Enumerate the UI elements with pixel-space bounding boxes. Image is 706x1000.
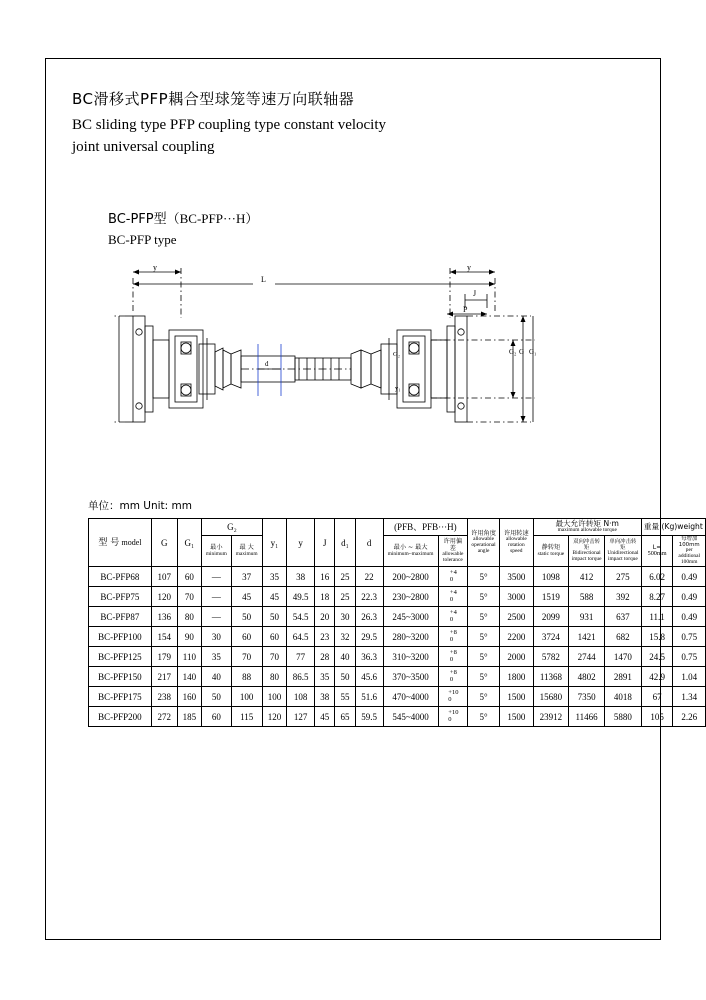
cell-d: 59.5 — [355, 707, 383, 727]
cell-angle: 5° — [468, 667, 500, 687]
cell-wadd: 0.49 — [673, 607, 706, 627]
cell-angle: 5° — [468, 587, 500, 607]
tolerance-lower: 0 — [448, 695, 452, 703]
cell-L: 230~2800 — [383, 587, 438, 607]
cell-unidir: 5880 — [605, 707, 642, 727]
cell-angle: 5° — [468, 647, 500, 667]
specification-table — [88, 518, 706, 727]
cell-G: 136 — [151, 607, 177, 627]
model-type-cn: BC-PFP型 — [108, 212, 167, 227]
cell-static: 11368 — [533, 667, 569, 687]
cell-bidir: 412 — [569, 567, 605, 587]
cell-G1: 160 — [177, 687, 201, 707]
cell-L-tolerance — [438, 607, 467, 627]
cell-d: 29.5 — [355, 627, 383, 647]
cell-d: 45.6 — [355, 667, 383, 687]
cell-G: 217 — [151, 667, 177, 687]
cell-G2max: 45 — [231, 587, 262, 607]
tolerance-lower: 0 — [449, 615, 454, 623]
cell-speed: 3500 — [499, 567, 533, 587]
label-G1-right: G₁ — [529, 348, 537, 356]
tolerance-upper: +8 — [449, 649, 457, 657]
cell-w500: 67 — [641, 687, 673, 707]
table-row — [89, 647, 706, 667]
header-y1: y₁ — [262, 519, 286, 567]
header-weight-500: L= 500mm — [641, 536, 673, 567]
model-subtitle-english: BC-PFP type — [108, 232, 177, 247]
cell-G2max: 50 — [231, 607, 262, 627]
cell-wadd: 0.75 — [673, 647, 706, 667]
cell-L-tolerance — [438, 687, 467, 707]
cell-w500: 11.1 — [641, 607, 673, 627]
cell-d1: 30 — [335, 607, 355, 627]
header-L-tolerance: 许用偏差 allowable tolerance — [438, 536, 467, 567]
label-G2-mid: G₂ — [393, 351, 400, 358]
cell-speed: 2200 — [499, 627, 533, 647]
header-J: J — [315, 519, 335, 567]
cell-G: 179 — [151, 647, 177, 667]
header-angle: 许用角度 allowable operational angle — [468, 519, 500, 567]
cell-speed: 3000 — [499, 587, 533, 607]
cell-G2max: 37 — [231, 567, 262, 587]
cell-y1: 80 — [262, 667, 286, 687]
cell-w500: 6.02 — [641, 567, 673, 587]
cell-model: BC-PFP175 — [89, 687, 152, 707]
table-row — [89, 587, 706, 607]
cell-G: 238 — [151, 687, 177, 707]
tolerance-upper: +10 — [448, 689, 459, 697]
cell-d1: 25 — [335, 567, 355, 587]
document-title — [72, 88, 632, 159]
cell-w500: 15.8 — [641, 627, 673, 647]
label-G2-right: G₂ — [509, 348, 517, 356]
title-english-line1: BC sliding type PFP coupling type constant velocity — [72, 117, 387, 133]
header-G1: G₁ — [177, 519, 201, 567]
tolerance-lower: 0 — [449, 575, 454, 583]
cell-J: 20 — [315, 607, 335, 627]
header-d: d — [355, 519, 383, 567]
cell-angle: 5° — [468, 627, 500, 647]
cell-y1: 70 — [262, 647, 286, 667]
cell-G2max: 60 — [231, 627, 262, 647]
cell-J: 28 — [315, 647, 335, 667]
cell-bidir: 588 — [569, 587, 605, 607]
tolerance-lower: 0 — [449, 595, 454, 603]
cell-L: 545~4000 — [383, 707, 438, 727]
cell-angle: 5° — [468, 567, 500, 587]
label-L: L — [261, 275, 266, 284]
tolerance-upper: +8 — [449, 629, 457, 637]
cell-y1: 100 — [262, 687, 286, 707]
cell-G2min: 60 — [202, 707, 231, 727]
header-static-torque: 静转矩 static torque — [533, 536, 569, 567]
cell-y1: 120 — [262, 707, 286, 727]
cell-static: 3724 — [533, 627, 569, 647]
cell-model: BC-PFP125 — [89, 647, 152, 667]
cell-y: 64.5 — [287, 627, 315, 647]
header-torque-group: 最大允许转矩 N·m maximum allowable torque — [533, 519, 641, 536]
label-J: J — [473, 289, 477, 298]
cell-y1: 60 — [262, 627, 286, 647]
header-L-range: 最小 ~ 最大 minimum~maximum — [383, 536, 438, 567]
cell-L-tolerance — [438, 667, 467, 687]
cell-L-tolerance — [438, 567, 467, 587]
cell-wadd: 1.34 — [673, 687, 706, 707]
cell-d1: 55 — [335, 687, 355, 707]
cell-bidir: 11466 — [569, 707, 605, 727]
header-weight-additional: 每增加 100mm per additional 100mm — [673, 536, 706, 567]
header-bidirectional-torque: 双向冲击转矩 Bidirectional impact torque — [569, 536, 605, 567]
cell-G2min: 30 — [202, 627, 231, 647]
tolerance-upper: +10 — [448, 709, 459, 717]
header-G2-min: 最小 minimum — [202, 536, 231, 567]
label-y1: y₁ — [395, 385, 401, 392]
cell-G: 272 — [151, 707, 177, 727]
cell-d: 22.3 — [355, 587, 383, 607]
table-row — [89, 707, 706, 727]
cell-y: 77 — [287, 647, 315, 667]
cell-unidir: 1470 — [605, 647, 642, 667]
cell-bidir: 7350 — [569, 687, 605, 707]
label-d: d — [265, 360, 269, 368]
cell-L-tolerance — [438, 587, 467, 607]
cell-G1: 140 — [177, 667, 201, 687]
cell-y: 86.5 — [287, 667, 315, 687]
label-y-right: y — [467, 263, 471, 272]
cell-model: BC-PFP100 — [89, 627, 152, 647]
header-G: G — [151, 519, 177, 567]
spec-table-wrapper — [88, 518, 706, 727]
model-subtitle-chinese — [108, 208, 258, 227]
cell-model: BC-PFP150 — [89, 667, 152, 687]
cell-G2min: — — [202, 607, 231, 627]
cell-L: 370~3500 — [383, 667, 438, 687]
cell-unidir: 682 — [605, 627, 642, 647]
header-d1: d₁ — [335, 519, 355, 567]
cell-y: 54.5 — [287, 607, 315, 627]
table-row — [89, 607, 706, 627]
cell-G: 120 — [151, 587, 177, 607]
cell-G2min: — — [202, 587, 231, 607]
cell-L: 200~2800 — [383, 567, 438, 587]
header-G2-group: G₂ — [202, 519, 263, 536]
title-chinese: BC滑移式PFP耦合型球笼等速万向联轴器 — [72, 90, 355, 108]
cell-L-tolerance — [438, 627, 467, 647]
cell-model: BC-PFP87 — [89, 607, 152, 627]
cell-G2max: 115 — [231, 707, 262, 727]
cell-G1: 80 — [177, 607, 201, 627]
cell-G: 154 — [151, 627, 177, 647]
cell-wadd: 2.26 — [673, 707, 706, 727]
cell-angle: 5° — [468, 607, 500, 627]
cell-J: 35 — [315, 667, 335, 687]
cell-G2max: 88 — [231, 667, 262, 687]
header-weight-group: 重量 (Kg)weight — [641, 519, 705, 536]
cell-d1: 65 — [335, 707, 355, 727]
cell-static: 1519 — [533, 587, 569, 607]
cell-speed: 1800 — [499, 667, 533, 687]
cell-d: 51.6 — [355, 687, 383, 707]
cell-unidir: 2891 — [605, 667, 642, 687]
cell-w500: 42.9 — [641, 667, 673, 687]
cell-d1: 25 — [335, 587, 355, 607]
cell-J: 45 — [315, 707, 335, 727]
cell-L: 280~3200 — [383, 627, 438, 647]
cell-d: 36.3 — [355, 647, 383, 667]
table-row — [89, 567, 706, 587]
cell-J: 16 — [315, 567, 335, 587]
cell-G: 107 — [151, 567, 177, 587]
cell-L: 245~3000 — [383, 607, 438, 627]
title-english-line2: joint universal coupling — [72, 138, 215, 155]
tolerance-upper: +4 — [449, 589, 457, 597]
cell-angle: 5° — [468, 687, 500, 707]
cell-wadd: 1.04 — [673, 667, 706, 687]
cell-unidir: 275 — [605, 567, 642, 587]
cell-w500: 8.27 — [641, 587, 673, 607]
model-subtitle — [108, 208, 258, 248]
table-header-row-1 — [89, 519, 706, 536]
cell-G2min: 35 — [202, 647, 231, 667]
cell-y: 127 — [287, 707, 315, 727]
cell-angle: 5° — [468, 707, 500, 727]
cell-static: 1098 — [533, 567, 569, 587]
table-body — [89, 567, 706, 727]
cell-speed: 1500 — [499, 687, 533, 707]
header-y: y — [287, 519, 315, 567]
cell-speed: 2000 — [499, 647, 533, 667]
cell-model: BC-PFP75 — [89, 587, 152, 607]
table-row — [89, 627, 706, 647]
label-G-right: G — [519, 348, 525, 356]
cell-y: 49.5 — [287, 587, 315, 607]
cell-G2min: — — [202, 567, 231, 587]
cell-y1: 35 — [262, 567, 286, 587]
tolerance-lower: 0 — [449, 675, 454, 683]
cell-wadd: 0.75 — [673, 627, 706, 647]
model-type-paren: （BC-PFP···H） — [166, 211, 259, 226]
table-row — [89, 667, 706, 687]
cell-G2min: 50 — [202, 687, 231, 707]
label-P: P — [463, 305, 468, 314]
cell-J: 38 — [315, 687, 335, 707]
cell-L-tolerance — [438, 647, 467, 667]
cell-model: BC-PFP68 — [89, 567, 152, 587]
cell-y: 108 — [287, 687, 315, 707]
cell-w500: 105 — [641, 707, 673, 727]
cell-G1: 110 — [177, 647, 201, 667]
cell-bidir: 931 — [569, 607, 605, 627]
cell-L-tolerance — [438, 707, 467, 727]
cell-unidir: 637 — [605, 607, 642, 627]
cell-wadd: 0.49 — [673, 567, 706, 587]
cell-static: 5782 — [533, 647, 569, 667]
cell-G2max: 100 — [231, 687, 262, 707]
cell-d1: 40 — [335, 647, 355, 667]
unit-note: 单位：mm Unit: mm — [88, 500, 193, 512]
cell-unidir: 4018 — [605, 687, 642, 707]
cell-wadd: 0.49 — [673, 587, 706, 607]
cell-bidir: 2744 — [569, 647, 605, 667]
cell-d1: 50 — [335, 667, 355, 687]
cell-bidir: 1421 — [569, 627, 605, 647]
technical-drawing — [95, 258, 595, 473]
cell-L: 470~4000 — [383, 687, 438, 707]
header-unidirectional-torque: 单向冲击转矩 Unidirectional impact torque — [605, 536, 642, 567]
cell-d: 26.3 — [355, 607, 383, 627]
cell-G1: 70 — [177, 587, 201, 607]
tolerance-lower: 0 — [448, 715, 452, 723]
cell-unidir: 392 — [605, 587, 642, 607]
cell-G1: 90 — [177, 627, 201, 647]
cell-y1: 45 — [262, 587, 286, 607]
tolerance-upper: +4 — [449, 609, 457, 617]
cell-G1: 185 — [177, 707, 201, 727]
label-y-left: y — [153, 263, 157, 272]
header-G2-max: 最 大 maximum — [231, 536, 262, 567]
tolerance-upper: +4 — [449, 569, 457, 577]
cell-w500: 24.5 — [641, 647, 673, 667]
cell-G2min: 40 — [202, 667, 231, 687]
cell-d1: 32 — [335, 627, 355, 647]
cell-y1: 50 — [262, 607, 286, 627]
cell-G2max: 70 — [231, 647, 262, 667]
cell-y: 38 — [287, 567, 315, 587]
tolerance-lower: 0 — [449, 635, 454, 643]
cell-d: 22 — [355, 567, 383, 587]
tolerance-upper: +8 — [449, 669, 457, 677]
cell-bidir: 4802 — [569, 667, 605, 687]
cell-J: 23 — [315, 627, 335, 647]
tolerance-lower: 0 — [449, 655, 454, 663]
cell-J: 18 — [315, 587, 335, 607]
cell-static: 23912 — [533, 707, 569, 727]
cell-speed: 2500 — [499, 607, 533, 627]
cell-static: 15680 — [533, 687, 569, 707]
header-L-group: (PFB、PFB···H) — [383, 519, 468, 536]
cell-speed: 1500 — [499, 707, 533, 727]
cell-static: 2099 — [533, 607, 569, 627]
cell-model: BC-PFP200 — [89, 707, 152, 727]
cell-G1: 60 — [177, 567, 201, 587]
table-row — [89, 687, 706, 707]
header-model: 型 号 model — [89, 519, 152, 567]
cell-L: 310~3200 — [383, 647, 438, 667]
header-speed: 许用转速 allowable rotation speed — [499, 519, 533, 567]
